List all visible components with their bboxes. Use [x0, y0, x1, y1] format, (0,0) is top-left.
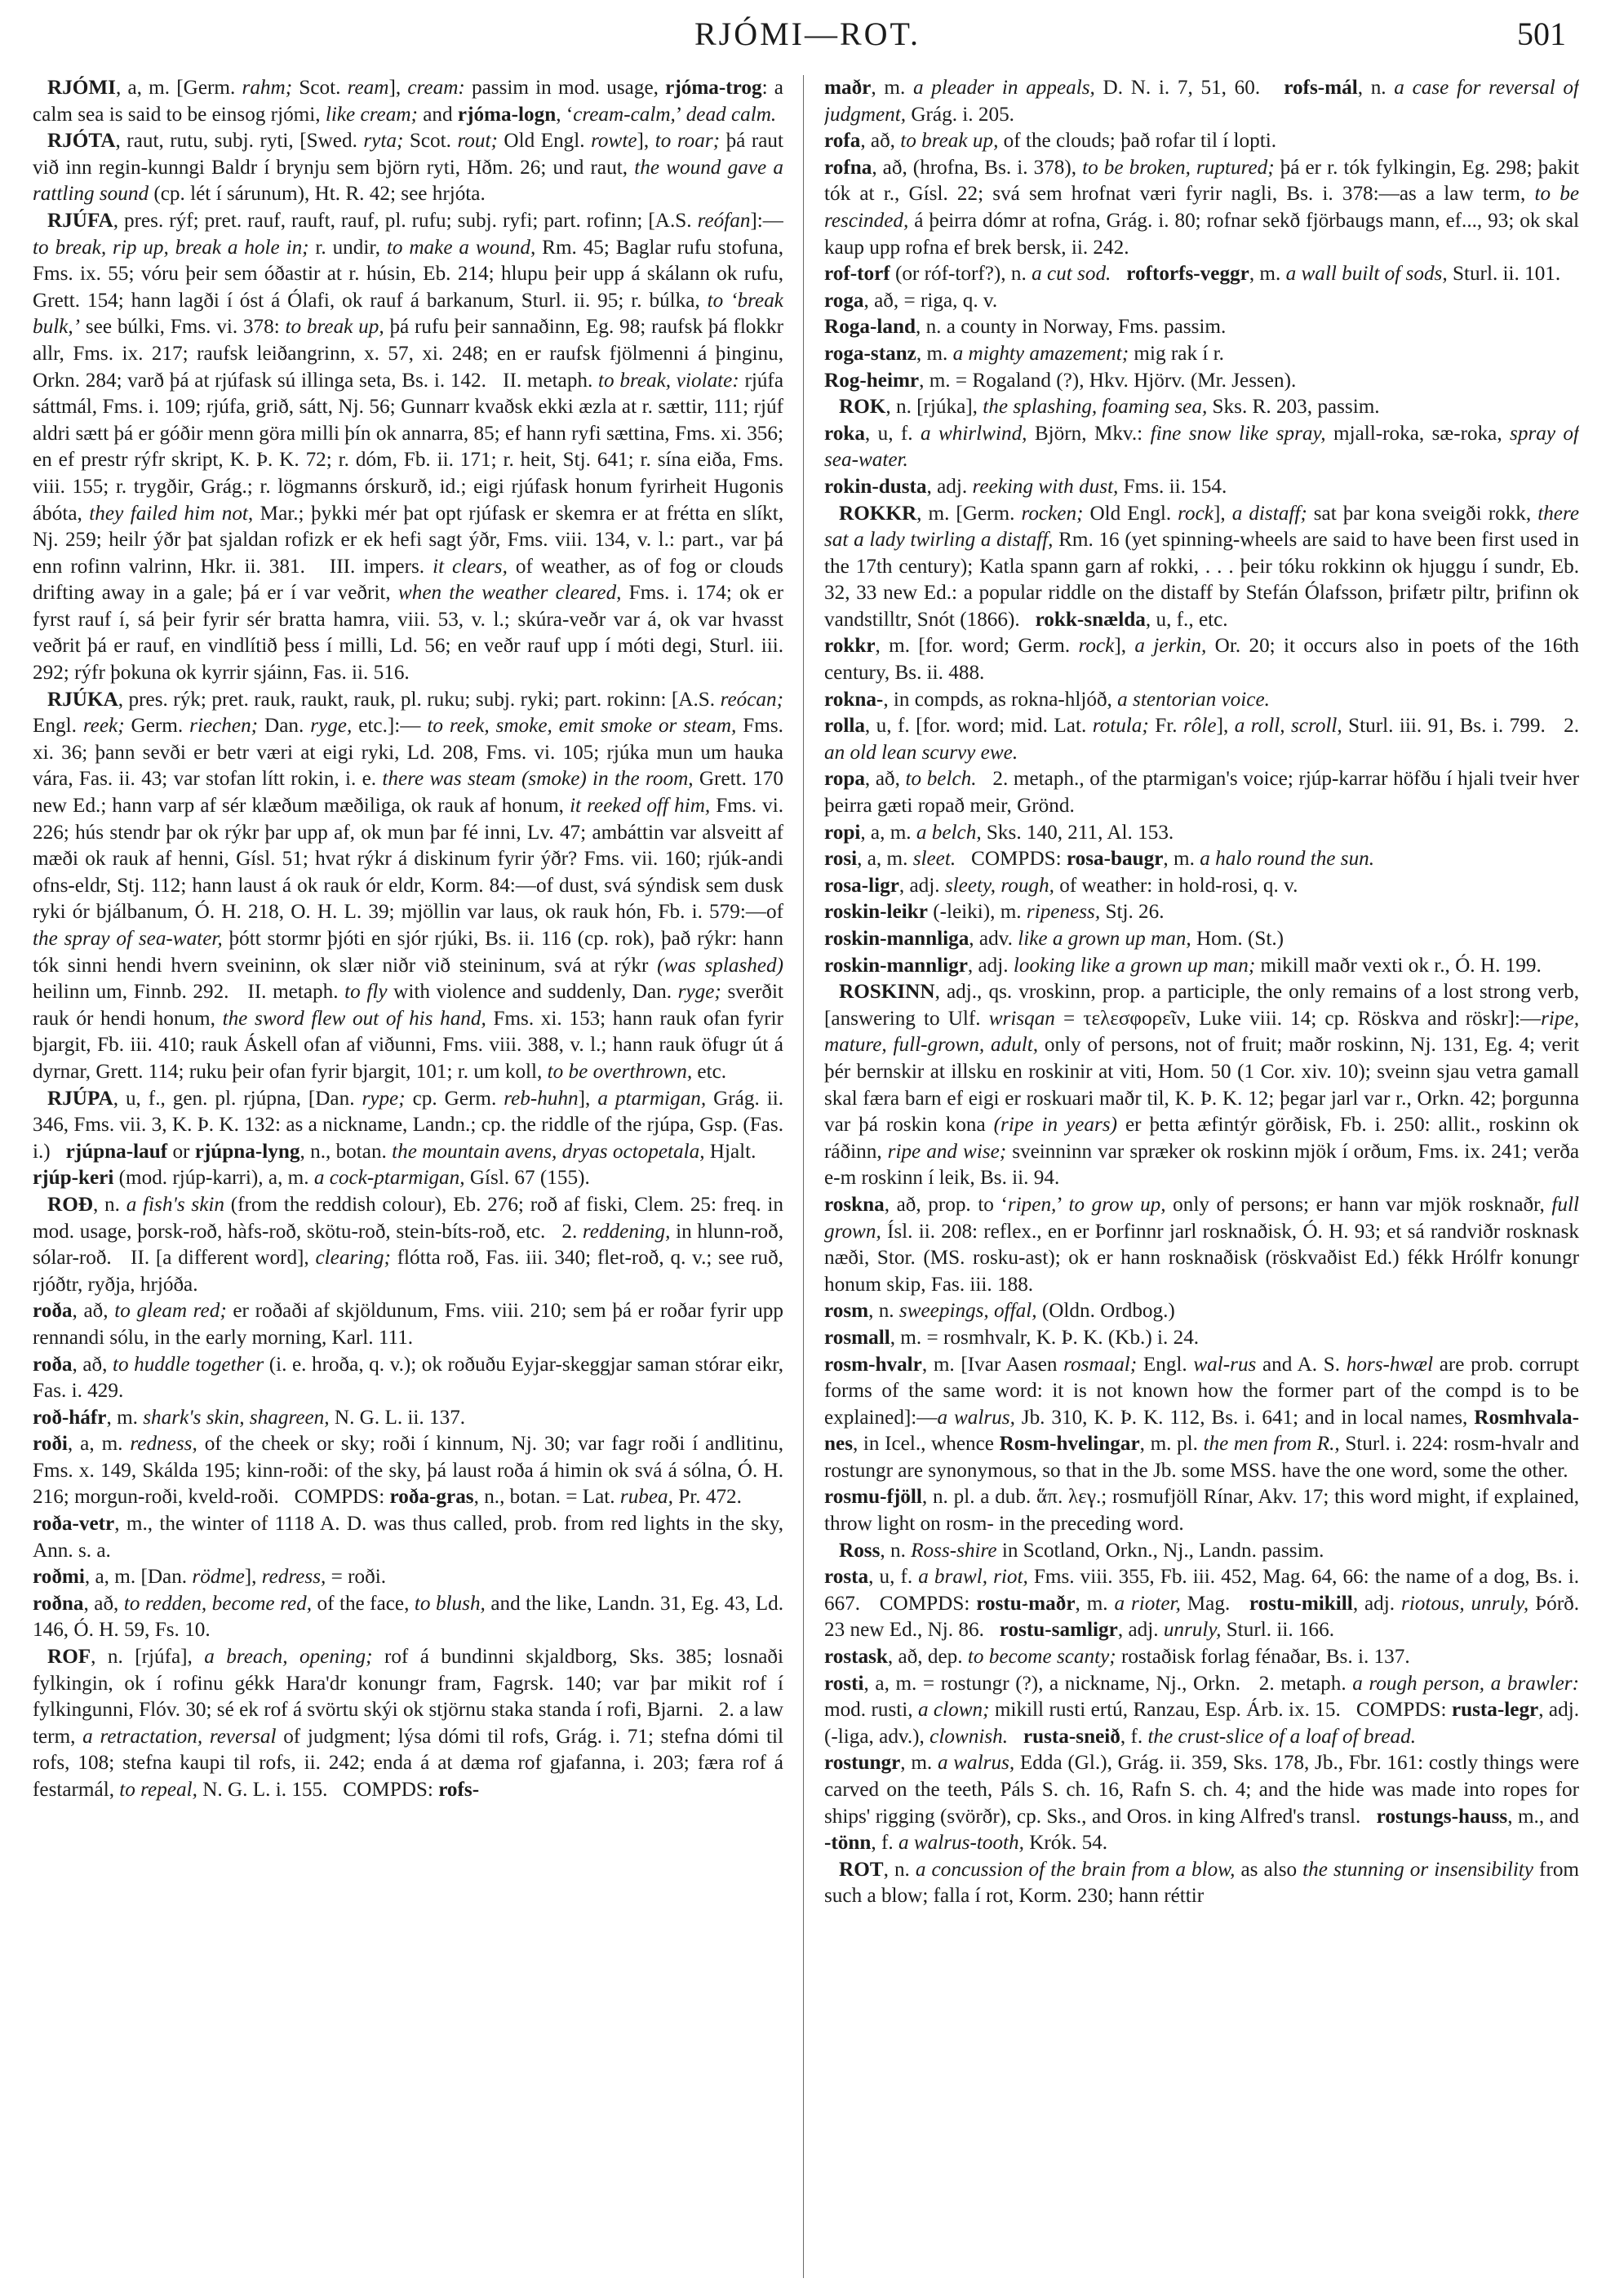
page-title: RJÓMI—ROT. — [694, 16, 921, 52]
dictionary-entry: rosta, u, f. a brawl, riot, Fms. viii. 355, Fb. iii. 452, Mag. 64, 66: the name of a dog, Bs. i. 667. COMPDS: rostu-maðr, m. a rioter, Mag. rostu-mikill, adj. riotous, unruly, Þórð. 23 new Ed., Nj. 86. rostu-samligr, adj. unruly, Sturl. ii. 166. — [824, 1566, 1579, 1642]
dictionary-entry: rokin-dusta, adj. reeking with dust, Fms. ii. 154. — [824, 475, 1227, 498]
dictionary-entry: ropi, a, m. a belch, Sks. 140, 211, Al. 153. — [824, 821, 1174, 844]
dictionary-entry: roða, að, to gleam red; er roðaði af skjöldunum, Fms. viii. 210; sem þá er roðar fyrir upp rennandi sólu, in the early morning, Karl. 111. — [33, 1300, 783, 1349]
dictionary-entry: roka, u, f. a whirlwind, Björn, Mkv.: fine snow like spray, mjall-roka, sæ-roka, spray of sea-water. — [824, 422, 1579, 472]
dictionary-entry: maðr, m. a pleader in appeals, D. N. i. 7, 51, 60. rofs-mál, n. a case for reversal of judgment, Grág. i. 205. — [824, 77, 1579, 126]
dictionary-entry: roskna, að, prop. to ‘ripen,’ to grow up, only of persons; er hann var mjök rosknaðr, full grown, Ísl. ii. 208: reflex., en er Þorfinnr jarl rosknaðisk, Ó. H. 93; et sá randviðr rosknask næði, Stor. (MS. rosku-ast); ok er hann rosknaðisk (röskvaðist Ed.) fékk Hrólfr konungr honum skip, Fas. iii. 188. — [824, 1193, 1579, 1296]
dictionary-entry: roða-vetr, m., the winter of 1118 A. D. was thus called, prob. from red lights in the sky, Ann. s. a. — [33, 1513, 783, 1562]
dictionary-entry: RJÚFA, pres. rýf; pret. rauf, rauft, rauf, pl. rufu; subj. ryfi; part. rofinn; [A.S. reófan]:—to break, rip up, break a hole in; r. undir, to make a wound, Rm. 45; Baglar rufu stofuna, Fms. ix. 55; vóru þeir sem óðastir at r. húsin, Eb. 214; hlupu þeir upp á skálann ok rufu, Grett. 154; hann lagði í óst á Ólafi, ok rauf á barkanum, Sturl. ii. 95; r. búlka, to ‘break bulk,’ see búlki, Fms. vi. 378: to break up, þá rufu þeir sannaðinn, Eg. 98; raufsk þá flokkr allr, Fms. ix. 217; raufsk leiðangrinn, x. 57, xi. 248; en er raufsk fjölmenni á þinginu, Orkn. 284; varð þá at rjúfask sú illinga seta, Bs. i. 142. II. metaph. to break, violate: rjúfa sáttmál, Fms. i. 109; rjúfa, grið, sátt, Nj. 56; Gunnarr kvaðsk ekki æzla at r. sættir, 111; rjúf aldri sætt þá er góðir menn göra milli þín ok annarra, 85; ef hann ryfi sættina, Fms. xi. 356; en ef prestr rýfr skript, K. Þ. K. 72; r. dóm, Fb. ii. 171; r. heit, Stj. 641; r. sína eiða, Fms. viii. 155; r. trygðir, Grág.; r. lögmanns órskurð, id.; eigi rjúfask honum fyrirheit Hugonis ábóta, they failed him not, Mar.; þykki mér þat opt rjúfask er skemra er at frétta en slíkt, Nj. 259; heilr ýðr þat sjaldan rofizk er ek hefi sagt ýðr, Fms. viii. 134, v. l.: part., var þá enn rofinn valrinn, Hkr. ii. 381. III. impers. it clears, of weather, as of fog or clouds drifting away in a gale; þá er í var veðrit, when the weather cleared, Fms. i. 174; ok er fyrst rauf í, sá þeir fyrir sér bratta hamra, viii. 53, v. l.; skúra-veðr var á, ok var hvasst veðrit þá er rauf, en vindlítið þess í milli, Ld. 56; en veðr rauf upp í móti degi, Sturl. iii. 292; rýfr þokuna ok kyrrir sjáinn, Fas. ii. 516. — [33, 209, 783, 685]
dictionary-entry: RJÓMI, a, m. [Germ. rahm; Scot. ream], cream: passim in mod. usage, rjóma-trog: a calm sea is said to be einsog rjómi, like cream; and rjóma-logn, ‘cream-calm,’ dead calm. — [33, 77, 783, 126]
dictionary-entry: ROT, n. a concussion of the brain from a blow, as also the stunning or insensibility from such a blow; falla í rot, Korm. 230; hann réttir — [824, 1858, 1579, 1908]
dictionary-entry: rokna-, in compds, as rokna-hljóð, a stentorian voice. — [824, 688, 1270, 711]
dictionary-entry: rosm, n. sweepings, offal, (Oldn. Ordbog.) — [824, 1300, 1175, 1323]
dictionary-entry: Roga-land, n. a county in Norway, Fms. passim. — [824, 316, 1227, 339]
dictionary-entry: rostask, að, dep. to become scanty; rostaðisk forlag fénaðar, Bs. i. 137. — [824, 1646, 1410, 1669]
dictionary-entry: Ross, n. Ross-shire in Scotland, Orkn., Nj., Landn. passim. — [839, 1539, 1324, 1562]
left-column — [33, 75, 783, 2278]
dictionary-entry: roði, a, m. redness, of the cheek or sky; roði í kinnum, Nj. 30; var fagr roði í andlitinu, Fms. x. 149, Skálda 195; kinn-roði: of the sky, þá laust roða á himin ok svá á sólna, Ó. H. 216; morgun-roði, kveld-roði. COMPDS: roða-gras, n., botan. = Lat. rubea, Pr. 472. — [33, 1433, 783, 1509]
dictionary-entry: rosmall, m. = rosmhvalr, K. Þ. K. (Kb.) i. 24. — [824, 1326, 1200, 1349]
dictionary-entry: Rog-heimr, m. = Rogaland (?), Hkv. Hjörv. (Mr. Jessen). — [824, 369, 1297, 392]
dictionary-entry: rokkr, m. [for. word; Germ. rock], a jerkin, Or. 20; it occurs also in poets of the 16th century, Bs. ii. 488. — [824, 635, 1579, 685]
dictionary-entry: rjúp-keri (mod. rjúp-karri), a, m. a cock-ptarmigan, Gísl. 67 (155). — [33, 1167, 590, 1190]
dictionary-entry: rofa, að, to break up, of the clouds; það rofar til í lopti. — [824, 130, 1277, 153]
dictionary-entry: ROF, n. [rjúfa], a breach, opening; rof á bundinni skjaldborg, Sks. 385; losnaði fylkingin, ok í rofinu gékk Hara'dr konungr fram, Fagrsk. 140; var þar mikit rof í fylkingunni, Flóv. 30; sé ek rof á svörtu skýi ok stjörnu staka standa í rofi, Bjarni. 2. a law term, a retractation, reversal of judgment; lýsa dómi til rofs, Grág. i. 71; stefna dómi til rofs, 108; stefna kaupi til rofs, ii. 242; enda á at dæma rof gjafanna, i. 203; færa rof á festarmál, to repeal, N. G. L. i. 155. COMPDS: rofs- — [33, 1646, 783, 1801]
dictionary-entry: roskin-mannliga, adv. like a grown up man, Hom. (St.) — [824, 928, 1284, 950]
right-column — [824, 75, 1579, 2278]
dictionary-entry: rostungr, m. a walrus, Edda (Gl.), Grág. ii. 359, Sks. 178, Jb., Fbr. 161: costly things were carved on the teeth, Páls S. ch. 16, Rafn S. ch. 4; and the hide was made into ropes for ships' rigging (svörðr), cp. Sks., and Oros. in king Alfred's transl. rostungs-hauss, m., and -tönn, f. a walrus-tooth, Krók. 54. — [824, 1752, 1579, 1855]
dictionary-entry: rosi, a, m. sleet. COMPDS: rosa-baugr, m. a halo round the sun. — [824, 848, 1375, 871]
dictionary-entry: RJÓTA, raut, rutu, subj. ryti, [Swed. ryta; Scot. rout; Old Engl. rowte], to roar; þá raut við inn regin-kunngi Baldr í brynju sem björn ryti, Hðm. 26; und raut, the wound gave a rattling sound (cp. lét í sárunum), Ht. R. 42; see hrjóta. — [33, 130, 783, 206]
dictionary-entry: rosm-hvalr, m. [Ivar Aasen rosmaal; Engl. wal-rus and A. S. hors-hwæl are prob. corrupt forms of the same word: it is not known how the former part of the compd is to be explained]:—a walrus, Jb. 310, K. Þ. K. 112, Bs. i. 641; and in local names, Rosmhvala-nes, in Icel., whence Rosm-hvelingar, m. pl. the men from R., Sturl. i. 224: rosm-hvalr and rostungr are synonymous, so that in the Jb. some MSS. have the one word, some the other. — [824, 1353, 1579, 1482]
dictionary-entry: ROSKINN, adj., qs. vroskinn, prop. a participle, the only remains of a lost strong verb, [answering to Ulf. wrisqan = τελεσφορεῖν, Luke viii. 14; cp. Röskva and röskr]:—ripe, mature, full-grown, adult, only of persons, not of fruit; maðr roskinn, Nj. 131, Eg. 4; verit þér bernskir at illsku en roskinir at viti, Hom. 50 (1 Cor. xiv. 10); sveinn sjau vetra gamall skal færa barn ef eigi er roskuari maðr til, K. Þ. K. 12; þegar jarl var r., Orkn. 42; þorgunna var þá roskin kona (ripe in years) er þetta æfintýr görðisk, Fb. i. 250: allit., roskinn ok ráðinn, ripe and wise; sveinninn var spræker ok roskinn mjök í orðum, Fms. ix. 241; verða e-m roskinn í leik, Bs. ii. 94. — [824, 981, 1579, 1190]
column-divider — [803, 75, 804, 2278]
dictionary-entry: ropa, að, to belch. 2. metaph., of the ptarmigan's voice; rjúp-karrar höfðu í hjali tveir hver þeirra gæti ropað meir, Grönd. — [824, 768, 1579, 818]
dictionary-entry: roga, að, = riga, q. v. — [824, 289, 998, 312]
dictionary-entry: RJÚKA, pres. rýk; pret. rauk, raukt, rauk, pl. ruku; subj. ryki; part. rokinn: [A.S. reócan; Engl. reek; Germ. riechen; Dan. ryge, etc.]:— to reek, smoke, emit smoke or steam, Fms. xi. 36; þann sevði er betr væri at eigi ryki, Ld. 208, Fms. vi. 105; rjúka mun um hauka vára, Fas. ii. 43; var stofan lítt rokin, i. e. there was steam (smoke) in the room, Grett. 170 new Ed.; hann varp af sér klæðum mæðiliga, ok rauk af honum, it reeked off him, Fms. vi. 226; hús stendr þar ok rýkr þar upp af, ok mun þar fé inni, Lv. 47; ambáttin var alsveitt af mæði ok rauk af henni, Gísl. 51; hvat rýkr á diskinum fyrir ýðr? Fms. vii. 160; rjúk-andi ofns-eldr, Stj. 112; hann laust á ok rauk ór eldr, Korm. 84:—of dust, svá sýndisk sem dusk ryki ór bjálbanum, Ó. H. 218, O. H. L. 39; mjöllin var laus, ok rauk hón, Fb. i. 579:—of the spray of sea-water, þótt stormr þjóti en sjór rjúki, Bs. ii. 116 (cp. rok), það rýkr: hann tók sinni hendi hvern sveininn, ok slær niðr við steininum, svá at rýkr (was splashed) heilinn um, Finnb. 292. II. metaph. to fly with violence and suddenly, Dan. ryge; sverðit rauk ór hendi honum, the sword flew out of his hand, Fms. xi. 153; hann rauk ofan fyrir bjargit, Fb. iii. 410; rauk Áskell ofan af viðunni, Fms. viii. 388, v. l.; hann rauk öfugr út á dyrnar, Grett. 114; ruku þeir ofan fyrir bjargit, 101; r. um koll, to be overthrown, etc. — [33, 688, 783, 1083]
dictionary-entry: roð-háfr, m. shark's skin, shagreen, N. G. L. ii. 137. — [33, 1406, 466, 1429]
dictionary-entry: rosti, a, m. = rostungr (?), a nickname, Nj., Orkn. 2. metaph. a rough person, a brawler: mod. rusti, a clown; mikill rusti ertú, Ranzau, Esp. Árb. ix. 15. COMPDS: rusta-legr, adj. (-liga, adv.), clownish. rusta-sneið, f. the crust-slice of a loaf of bread. — [824, 1672, 1579, 1748]
dictionary-entry: ROKKR, m. [Germ. rocken; Old Engl. rock], a distaff; sat þar kona sveigði rokk, there sat a lady twirling a distaff, Rm. 16 (yet spinning-wheels are said to have been first used in the 17th century); Katla spann garn af rokki, . . . þeir tóku rokkinn ok hjuggu í sundr, Eb. 32, 33 new Ed.: a popular riddle on the distaff by Stefán Ólafsson, þrifætr piltr, þrifinn ok vandstilltr, Snót (1866). rokk-snælda, u, f., etc. — [824, 502, 1579, 631]
dictionary-entry: ROK, n. [rjúka], the splashing, foaming sea, Sks. R. 203, passim. — [839, 396, 1380, 419]
dictionary-entry: rosmu-fjöll, n. pl. a dub. ἅπ. λεγ.; rosmufjöll Rínar, Akv. 17; this word might, if explained, throw light on rosm- in the preceding word. — [824, 1486, 1579, 1536]
running-head — [0, 10, 1615, 55]
dictionary-entry: ROÐ, n. a fish's skin (from the reddish colour), Eb. 276; roð af fiski, Clem. 25: freq. in mod. usage, þorsk-roð, hàfs-roð, skötu-roð, stein-bíts-roð, etc. 2. reddening, in hlunn-roð, sólar-roð. II. [a different word], clearing; flótta roð, Fas. iii. 340; flet-roð, q. v.; see ruð, rjóðtr, ryðja, hrjóða. — [33, 1193, 783, 1296]
dictionary-entry: RJÚPA, u, f., gen. pl. rjúpna, [Dan. rype; cp. Germ. reb-huhn], a ptarmigan, Grág. ii. 346, Fms. vii. 3, K. Þ. K. 132: as a nickname, Landn.; cp. the riddle of the rjúpa, Gsp. (Fas. i.) rjúpna-lauf or rjúpna-lyng, n., botan. the mountain avens, dryas octopetala, Hjalt. — [33, 1087, 783, 1163]
dictionary-entry: roskin-mannligr, adj. looking like a grown up man; mikill maðr vexti ok r., Ó. H. 199. — [824, 954, 1542, 977]
dictionary-entry: rosa-ligr, adj. sleety, rough, of weather: in hold-rosi, q. v. — [824, 874, 1298, 897]
dictionary-entry: rofna, að, (hrofna, Bs. i. 378), to be broken, ruptured; þá er r. tók fylkingin, Eg. 298; þakit tók at r., Gísl. 22; svá sem hrofnat væri fyrir nagli, Bs. i. 378:—as a law term, to be rescinded, á þeirra dómr at rofna, Grág. i. 80; rofnar sekð fjörbaugs mann, ef..., 93; ok skal kaup upp rofna ef brek bersk, ii. 242. — [824, 156, 1579, 259]
dictionary-entry: roðmi, a, m. [Dan. rödme], redress, = roði. — [33, 1566, 387, 1589]
dictionary-entry: roskin-leikr (-leiki), m. ripeness, Stj. 26. — [824, 901, 1165, 924]
dictionary-entry: roga-stanz, m. a mighty amazement; mig rak í r. — [824, 342, 1224, 365]
dictionary-entry: roða, að, to huddle together (i. e. hroða, q. v.); ok roðuðu Eyjar-skeggjar saman stórar eikr, Fas. i. 429. — [33, 1353, 783, 1403]
dictionary-entry: rolla, u, f. [for. word; mid. Lat. rotula; Fr. rôle], a roll, scroll, Sturl. iii. 91, Bs. i. 799. 2. an old lean scurvy ewe. — [824, 715, 1579, 764]
dictionary-entry: rof-torf (or róf-torf?), n. a cut sod. roftorfs-veggr, m. a wall built of sods, Sturl. ii. 101. — [824, 263, 1561, 286]
dictionary-entry: roðna, að, to redden, become red, of the face, to blush, and the like, Landn. 31, Eg. 43, Ld. 146, Ó. H. 59, Fs. 10. — [33, 1592, 783, 1642]
page-number: 501 — [1517, 16, 1566, 52]
